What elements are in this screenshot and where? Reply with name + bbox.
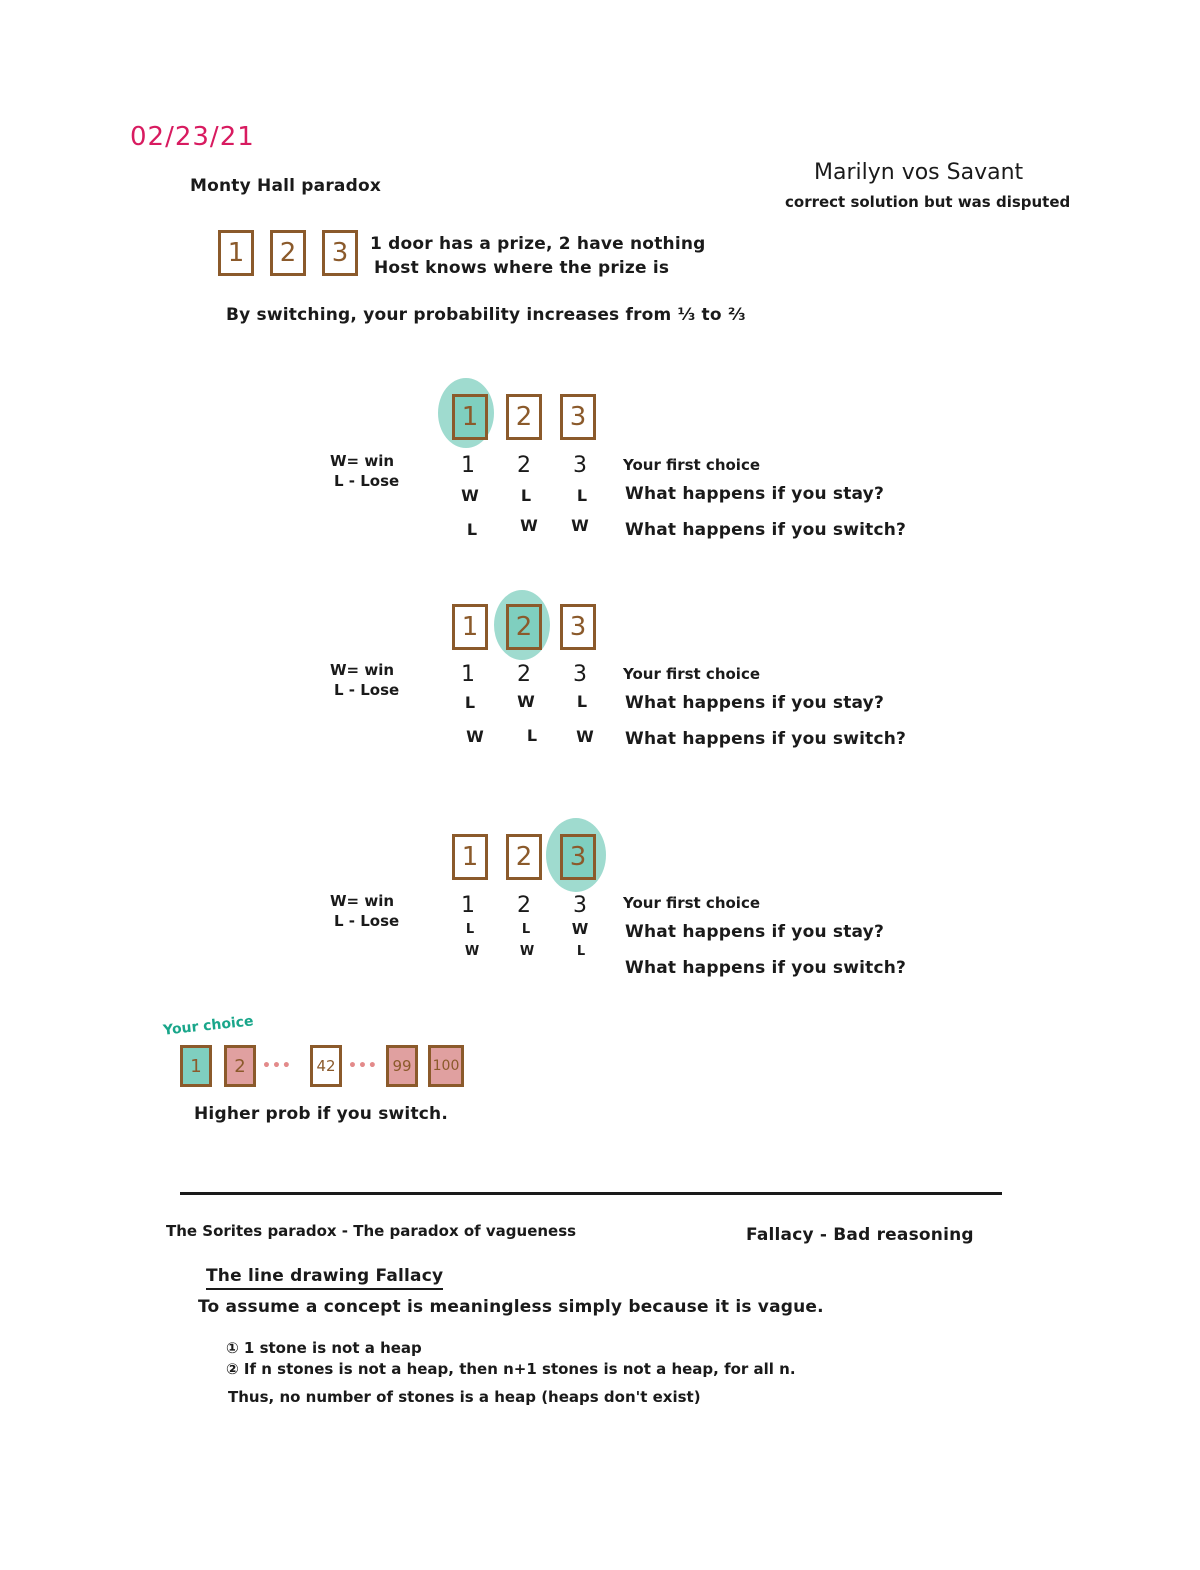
scenario2-door-2: 2 [506,604,542,650]
switch-result-2: W [520,516,538,535]
switching-note: By switching, your probability increases from ⅓ to ⅔ [226,305,746,325]
stay-result-3: L [576,692,588,711]
author-note: correct solution but was disputed [785,193,1071,211]
first-choice-2: 2 [517,662,531,687]
intro-door-3: 3 [322,230,358,276]
label-first-choice: Your first choice [623,456,761,474]
label-stay: What happens if you stay? [625,484,885,504]
first-choice-3: 3 [573,453,587,478]
sorites-title: The Sorites paradox - The paradox of vagueness [166,1222,577,1240]
first-choice-2: 2 [517,893,531,918]
hundred-door-2: 2 [224,1045,256,1087]
first-choice-3: 3 [573,893,587,918]
stay-result-1: W [461,486,479,505]
hundred-door-99: 99 [386,1045,418,1087]
legend-win: W= win [330,661,395,679]
switch-result-2: W [519,944,535,959]
stay-result-1: L [465,922,475,937]
conclusion: Thus, no number of stones is a heap (heaps don't exist) [228,1388,701,1406]
hundred-door-100: 100 [428,1045,464,1087]
switch-result-3: L [576,944,586,959]
label-stay: What happens if you stay? [625,922,885,942]
legend-lose: L - Lose [334,681,400,699]
scenario1-door-2: 2 [506,394,542,440]
your-choice-label: Your choice [162,1013,255,1039]
premise-1: ① 1 stone is not a heap [226,1339,422,1357]
intro-door-2: 2 [270,230,306,276]
switch-result-3: W [571,516,589,535]
date: 02/23/21 [130,122,255,152]
label-stay: What happens if you stay? [625,693,885,713]
scenario1-door-1: 1 [452,394,488,440]
stay-result-2: W [517,692,535,711]
hundred-door-42: 42 [310,1045,342,1087]
scenario3-door-3: 3 [560,834,596,880]
stay-result-3: L [576,486,588,505]
first-choice-1: 1 [461,893,475,918]
scenario1-door-3: 3 [560,394,596,440]
first-choice-2: 2 [517,453,531,478]
monty-title: Monty Hall paradox [190,176,382,196]
stay-result-2: L [521,922,531,937]
first-choice-3: 3 [573,662,587,687]
legend-win: W= win [330,892,395,910]
legend-lose: L - Lose [334,912,400,930]
ellipsis-dots: ••• [348,1058,378,1074]
first-choice-1: 1 [461,453,475,478]
label-switch: What happens if you switch? [625,729,907,749]
rule-host: Host knows where the prize is [374,258,670,278]
label-first-choice: Your first choice [623,665,761,683]
legend-win: W= win [330,452,395,470]
vagueness-definition: To assume a concept is meaningless simply because it is vague. [198,1297,824,1317]
fallacy-definition: Fallacy - Bad reasoning [746,1225,974,1245]
switch-result-1: L [466,520,478,539]
switch-result-3: W [576,727,594,746]
scenario3-door-2: 2 [506,834,542,880]
stay-result-3: W [571,920,589,938]
label-switch: What happens if you switch? [625,520,907,540]
switch-result-1: W [464,944,480,959]
scenario3-door-1: 1 [452,834,488,880]
rule-prize: 1 door has a prize, 2 have nothing [370,234,706,254]
intro-door-1: 1 [218,230,254,276]
author-name: Marilyn vos Savant [814,160,1024,185]
scenario2-door-1: 1 [452,604,488,650]
switch-note: Higher prob if you switch. [194,1104,449,1124]
label-first-choice: Your first choice [623,894,761,912]
label-switch: What happens if you switch? [625,958,907,978]
premise-2: ② If n stones is not a heap, then n+1 stones is not a heap, for all n. [226,1360,796,1378]
stay-result-2: L [520,486,532,505]
ellipsis-dots: ••• [262,1058,292,1074]
section-divider [180,1192,1002,1195]
hundred-door-1: 1 [180,1045,212,1087]
line-drawing-fallacy-heading: The line drawing Fallacy [206,1266,443,1290]
legend-lose: L - Lose [334,472,400,490]
switch-result-2: L [526,726,538,745]
stay-result-1: L [464,693,476,712]
first-choice-1: 1 [461,662,475,687]
scenario2-door-3: 3 [560,604,596,650]
switch-result-1: W [466,727,484,746]
